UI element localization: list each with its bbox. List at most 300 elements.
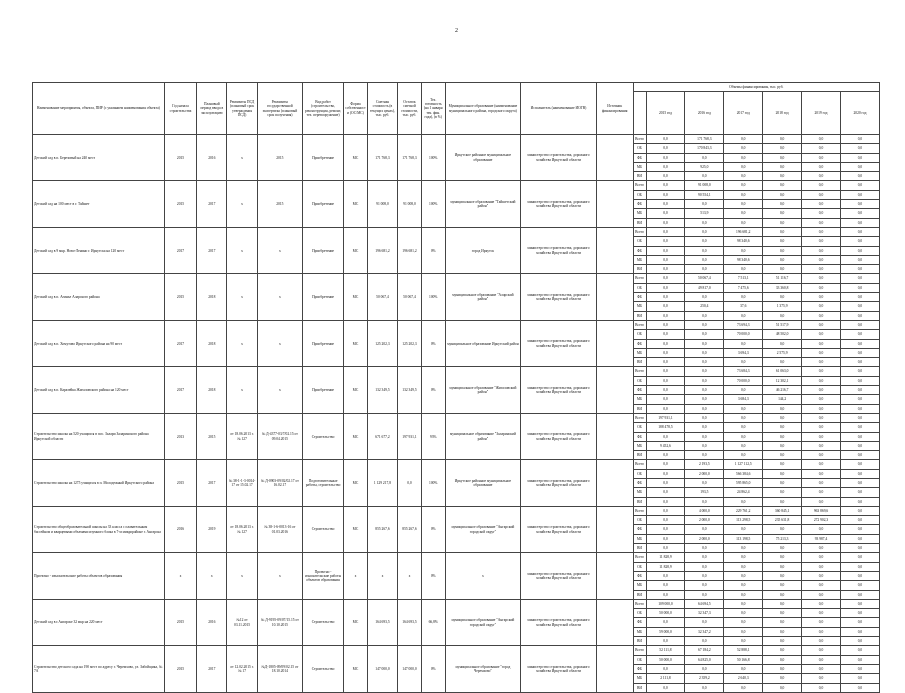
- cell-amount: 73 694,3: [724, 320, 763, 329]
- cell-ready: 0%: [421, 646, 445, 692]
- cell-amount: 0,0: [646, 358, 685, 367]
- cell-amount: 0,0: [763, 265, 802, 274]
- cell-amount: 0,0: [724, 590, 763, 599]
- cell-amount: 0,0: [685, 553, 724, 562]
- cell-amount: 0,0: [646, 162, 685, 171]
- cell-mun: муниципальное образование "Жигаловский район": [445, 367, 521, 413]
- cell-amount: 229 761,2: [724, 506, 763, 515]
- cell-amount: 67 184,2: [685, 646, 724, 655]
- cell-source: ВИ: [633, 358, 646, 367]
- cell-amount: 0,0: [802, 674, 841, 683]
- cell-amount: 0,0: [646, 339, 685, 348]
- cell-amount: 0,0: [763, 609, 802, 618]
- cell-source: ОБ: [633, 190, 646, 199]
- cell-amount: 0,0: [802, 646, 841, 655]
- cell-amount: 32 347,2: [685, 627, 724, 636]
- cell-amount: 64 825,0: [685, 655, 724, 664]
- cell-expert: х: [257, 274, 302, 320]
- cell-amount: 0,0: [724, 432, 763, 441]
- cell-amount: 0,0: [840, 413, 879, 422]
- cell-amount: 0,0: [840, 674, 879, 683]
- cell-amount: 0,0: [840, 255, 879, 264]
- cell-amount: 0,0: [763, 497, 802, 506]
- cell-amount: 0,0: [802, 404, 841, 413]
- cell-amount: 0,0: [646, 367, 685, 376]
- cell-amount: 0,0: [802, 172, 841, 181]
- cell-amount: 0,0: [646, 209, 685, 218]
- table-row: [33, 367, 880, 376]
- cell-amount: 0,0: [802, 144, 841, 153]
- cell-amount: 0,0: [763, 469, 802, 478]
- cell-expert: х: [257, 320, 302, 366]
- cell-source: Всего: [633, 367, 646, 376]
- cell-exec: министерство строительства, дорожного хозяйства Иркутской области: [521, 320, 597, 366]
- cell-source: МБ: [633, 674, 646, 683]
- cell-amount: 37,6: [724, 302, 763, 311]
- cell-entry: 2018: [197, 274, 227, 320]
- cell-amount: 0,0: [763, 209, 802, 218]
- cell-ready: 0%: [421, 367, 445, 413]
- cell-amount: 0,0: [802, 655, 841, 664]
- cell-amount: 0,0: [802, 488, 841, 497]
- cell-amount: 0,0: [763, 200, 802, 209]
- cell-amount: 0,0: [685, 376, 724, 385]
- cell-name: Строительство общеобразовательной школы на 33 класса с плавательным бассейном и кварцевыми объемами изумного блока в 7-м микрорайоне г. Ангарска: [33, 506, 165, 552]
- cell-source: Всего: [633, 320, 646, 329]
- cell-amount: 0,0: [685, 172, 724, 181]
- cell-mun: город Иркутск: [445, 227, 521, 273]
- cell-amount: 0,0: [646, 544, 685, 553]
- cell-source: ОБ: [633, 376, 646, 385]
- cell-amount: 0,0: [685, 423, 724, 432]
- cell-entry: 2019: [197, 506, 227, 552]
- cell-amount: 0,0: [724, 599, 763, 608]
- year-header: 2017 год: [724, 92, 763, 135]
- cell-amount: 0,0: [685, 348, 724, 357]
- cell-amount: 7 513,1: [724, 274, 763, 283]
- cell-amount: 0,0: [646, 311, 685, 320]
- cell-kind: Приобретение: [303, 274, 344, 320]
- cell-source-spacer: [596, 135, 633, 181]
- table-body: [33, 135, 880, 693]
- cell-amount: 0,0: [840, 664, 879, 673]
- cell-amount: 0,0: [840, 544, 879, 553]
- cell-name: Детский сад на 100 мест в г. Тайшет: [33, 181, 165, 227]
- cell-amount: 0,0: [802, 386, 841, 395]
- cell-amount: 0,0: [840, 293, 879, 302]
- cell-source: МБ: [633, 302, 646, 311]
- cell-amount: 0,0: [802, 162, 841, 171]
- cell-amount: 0,0: [763, 190, 802, 199]
- cell-amount: 48 502,0: [763, 330, 802, 339]
- cell-amount: 0,0: [685, 339, 724, 348]
- cell-amount: 0,0: [802, 395, 841, 404]
- cell-amount: 2 000,0: [685, 469, 724, 478]
- cell-psd: от 18.06.2013 г. № 127: [227, 506, 257, 552]
- cell-cost: 171 768,3: [367, 135, 397, 181]
- cell-ready: 66,8%: [421, 599, 445, 645]
- cell-amount: 0,0: [646, 488, 685, 497]
- year-header: 2020 год: [840, 92, 879, 135]
- cell-amount: 0,0: [802, 302, 841, 311]
- cell-amount: 0,0: [724, 181, 763, 190]
- col-header: Исполнитель (наименование ИОГВ): [521, 83, 597, 135]
- cell-source: ФБ: [633, 478, 646, 487]
- cell-amount: 0,0: [763, 683, 802, 692]
- cell-amount: 963 869,6: [802, 506, 841, 515]
- cell-start: 2015: [164, 135, 196, 181]
- cell-amount: 61 063,0: [763, 367, 802, 376]
- cell-source-spacer: [596, 553, 633, 599]
- cell-amount: 0,0: [724, 172, 763, 181]
- cell-amount: 0,0: [802, 265, 841, 274]
- cell-exec: министерство строительства, дорожного хозяйства Иркутской области: [521, 227, 597, 273]
- cell-kind: Приобретение: [303, 227, 344, 273]
- cell-exec: министерство строительства, дорожного хозяйства Иркутской области: [521, 646, 597, 692]
- cell-amount: 0,0: [802, 181, 841, 190]
- cell-amount: 0,0: [646, 320, 685, 329]
- cell-amount: 0,0: [685, 683, 724, 692]
- cell-amount: 50 067,4: [685, 274, 724, 283]
- cell-source: Всего: [633, 274, 646, 283]
- cell-source: ФБ: [633, 153, 646, 162]
- cell-amount: 0,0: [685, 413, 724, 422]
- cell-amount: 0,0: [646, 376, 685, 385]
- cell-amount: 0,0: [763, 571, 802, 580]
- cell-amount: 0,0: [646, 227, 685, 236]
- cell-amount: 2 193,5: [685, 460, 724, 469]
- cell-amount: 0,0: [685, 432, 724, 441]
- cell-amount: 360 845,1: [763, 506, 802, 515]
- cell-amount: 0,0: [685, 320, 724, 329]
- cell-amount: 0,0: [802, 376, 841, 385]
- cell-amount: 0,0: [840, 637, 879, 646]
- cell-amount: 0,0: [840, 451, 879, 460]
- cell-ready: 0%: [421, 506, 445, 552]
- cell-amount: 0,0: [646, 200, 685, 209]
- cell-source: ВИ: [633, 265, 646, 274]
- cell-source: ВИ: [633, 218, 646, 227]
- cell-source-spacer: [596, 646, 633, 692]
- cell-amount: 0,0: [724, 339, 763, 348]
- cell-amount: 0,0: [685, 358, 724, 367]
- cell-amount: 0,0: [763, 432, 802, 441]
- table-row: [33, 413, 880, 422]
- cell-own: МС: [344, 227, 368, 273]
- cell-entry: 2016: [197, 135, 227, 181]
- cell-start: 2017: [164, 367, 196, 413]
- cell-source: ОБ: [633, 237, 646, 246]
- cell-amount: 0,0: [802, 339, 841, 348]
- cell-amount: 0,0: [763, 144, 802, 153]
- cell-amount: 0,0: [840, 404, 879, 413]
- cell-amount: 0,0: [724, 423, 763, 432]
- cell-amount: 0,0: [802, 246, 841, 255]
- cell-amount: 0,0: [802, 255, 841, 264]
- cell-amount: 0,0: [685, 497, 724, 506]
- cell-amount: 0,0: [724, 581, 763, 590]
- cell-amount: 0,0: [802, 497, 841, 506]
- cell-amount: 0,0: [802, 664, 841, 673]
- cell-amount: 0,0: [685, 330, 724, 339]
- cell-expert: № Д-9195-09/07/15.15 от 10.10.2015: [257, 599, 302, 645]
- cell-amount: 49 817,0: [685, 283, 724, 292]
- cell-amount: 51 116,7: [763, 274, 802, 283]
- cell-amount: 32 347,3: [685, 609, 724, 618]
- cell-amount: 566 384,6: [724, 469, 763, 478]
- cell-amount: 0,0: [763, 525, 802, 534]
- cell-amount: 0,0: [685, 581, 724, 590]
- cell-source: ФБ: [633, 525, 646, 534]
- cell-source: Всего: [633, 135, 646, 144]
- cell-ready: 100%: [421, 460, 445, 506]
- cell-source: Всего: [633, 413, 646, 422]
- cell-psd: от 12.02.2015 г. № 17: [227, 646, 257, 692]
- cell-amount: 0,0: [802, 562, 841, 571]
- cell-amount: 0,0: [724, 627, 763, 636]
- cell-rest: 132 349,5: [398, 367, 422, 413]
- col-header: Источник финансирования: [596, 83, 633, 135]
- cell-amount: 0,0: [646, 432, 685, 441]
- cell-source-spacer: [596, 181, 633, 227]
- cell-amount: 0,0: [685, 293, 724, 302]
- cell-amount: 0,0: [802, 637, 841, 646]
- cell-rest: 91 008,0: [398, 181, 422, 227]
- cell-amount: 0,0: [724, 293, 763, 302]
- cell-amount: 91 008,0: [685, 181, 724, 190]
- cell-amount: 0,0: [724, 135, 763, 144]
- cell-amount: 0,0: [763, 553, 802, 562]
- cell-amount: 0,0: [840, 618, 879, 627]
- cell-mun: муниципальное образование "Ангарский городской округ": [445, 599, 521, 645]
- page-number: 2: [455, 28, 458, 34]
- cell-amount: 2 359,2: [685, 674, 724, 683]
- cell-expert: 2015: [257, 135, 302, 181]
- cell-source: Всего: [633, 506, 646, 515]
- cell-own: МС: [344, 367, 368, 413]
- cell-amount: 0,0: [646, 246, 685, 255]
- cell-amount: 0,0: [646, 581, 685, 590]
- cell-source: ВИ: [633, 311, 646, 320]
- cell-ready: 100%: [421, 135, 445, 181]
- cell-amount: 0,0: [802, 283, 841, 292]
- cell-amount: 0,0: [840, 460, 879, 469]
- table-row: [33, 274, 880, 283]
- cell-exec: министерство строительства, дорожного хозяйства Иркутской области: [521, 181, 597, 227]
- cell-amount: 0,0: [685, 218, 724, 227]
- cell-amount: 0,0: [724, 562, 763, 571]
- cell-amount: 0,0: [763, 255, 802, 264]
- cell-mun: муниципальное образование Иркутский район: [445, 320, 521, 366]
- cell-psd: х: [227, 320, 257, 366]
- cell-own: МС: [344, 599, 368, 645]
- col-header: Вид работ (строительство, реконструкция, ремонт, тех. перевооружение): [303, 83, 344, 135]
- cell-amount: 0,0: [840, 209, 879, 218]
- cell-amount: 513,9: [685, 209, 724, 218]
- cell-amount: 0,0: [840, 144, 879, 153]
- cell-amount: 0,0: [724, 571, 763, 580]
- cell-amount: 0,0: [763, 488, 802, 497]
- cell-amount: 2 640,3: [724, 674, 763, 683]
- cell-amount: 0,0: [840, 553, 879, 562]
- cell-source: ФБ: [633, 339, 646, 348]
- cell-amount: 0,0: [646, 516, 685, 525]
- cell-amount: 0,0: [802, 358, 841, 367]
- cell-entry: 2017: [197, 460, 227, 506]
- cell-exec: министерство строительства, дорожного хозяйства Иркутской области: [521, 135, 597, 181]
- table-row: [33, 553, 880, 562]
- cell-cost: 855 267,6: [367, 506, 397, 552]
- cell-amount: 0,0: [840, 386, 879, 395]
- cell-source: МБ: [633, 488, 646, 497]
- cell-amount: 171 768,3: [685, 135, 724, 144]
- cell-kind: Приобретение: [303, 135, 344, 181]
- cell-amount: 0,0: [763, 227, 802, 236]
- cell-ready: 0%: [421, 320, 445, 366]
- col-header: Плановый период ввода в эксплуатацию: [197, 83, 227, 135]
- cell-source: ВИ: [633, 683, 646, 692]
- cell-amount: 0,0: [763, 441, 802, 450]
- cell-source: ФБ: [633, 293, 646, 302]
- col-header: Сметная стоимость (в текущих ценах), тыс. руб.: [367, 83, 397, 135]
- cell-amount: 0,0: [685, 562, 724, 571]
- table-row: [33, 460, 880, 469]
- cell-name: Строительство детского сада на 190 мест по адресу г. Черемхово, ул. Забойщика, № 7А: [33, 646, 165, 692]
- cell-cost: 91 008,0: [367, 181, 397, 227]
- cell-psd: х: [227, 227, 257, 273]
- col-header: [633, 92, 646, 135]
- cell-amount: 0,0: [646, 386, 685, 395]
- cell-own: МС: [344, 413, 368, 459]
- cell-amount: 0,0: [646, 497, 685, 506]
- cell-amount: 0,0: [763, 674, 802, 683]
- cell-source: ВИ: [633, 451, 646, 460]
- cell-rest: х: [398, 553, 422, 599]
- cell-entry: 2017: [197, 646, 227, 692]
- table-row: [33, 506, 880, 515]
- year-header: 2015 год: [646, 92, 685, 135]
- cell-amount: 0,0: [840, 348, 879, 357]
- cell-amount: 0,0: [840, 609, 879, 618]
- cell-rest: 164 693,5: [398, 599, 422, 645]
- cell-cost: 147 000,0: [367, 646, 397, 692]
- cell-amount: 0,0: [724, 441, 763, 450]
- cell-amount: 0,0: [802, 348, 841, 357]
- cell-amount: 109 000,0: [646, 599, 685, 608]
- cell-amount: 0,0: [763, 637, 802, 646]
- cell-name: Строительство школы на 520 учащихся в пос. Залари Заларинского района Иркутской области: [33, 413, 165, 459]
- cell-amount: 197 931,1: [646, 413, 685, 422]
- cell-amount: 0,0: [763, 237, 802, 246]
- cell-amount: 3 694,3: [724, 348, 763, 357]
- cell-amount: 0,0: [685, 237, 724, 246]
- cell-source: ВИ: [633, 497, 646, 506]
- cell-amount: 0,0: [802, 209, 841, 218]
- cell-amount: 50 000,0: [646, 609, 685, 618]
- cell-amount: 4 000,0: [685, 506, 724, 515]
- cell-amount: 0,0: [646, 293, 685, 302]
- cell-amount: 0,0: [646, 404, 685, 413]
- cell-source: Всего: [633, 646, 646, 655]
- cell-ready: 0%: [421, 553, 445, 599]
- cell-entry: 2016: [197, 599, 227, 645]
- cell-source: Всего: [633, 599, 646, 608]
- cell-kind: Строительство: [303, 413, 344, 459]
- cell-start: 2013: [164, 413, 196, 459]
- cell-amount: 0,0: [802, 441, 841, 450]
- cell-amount: 0,0: [763, 544, 802, 553]
- cell-amount: 0,0: [724, 358, 763, 367]
- cell-amount: 0,0: [724, 162, 763, 171]
- table-row: [33, 320, 880, 329]
- cell-amount: 0,0: [724, 200, 763, 209]
- cell-amount: 0,0: [802, 153, 841, 162]
- cell-amount: 595 865,0: [724, 478, 763, 487]
- cell-source: ОБ: [633, 283, 646, 292]
- cell-source: ОБ: [633, 330, 646, 339]
- cell-own: МС: [344, 320, 368, 366]
- cell-source: МБ: [633, 162, 646, 171]
- cell-expert: № 38-1-6-0013-16 от 01.03.2016: [257, 506, 302, 552]
- cell-amount: 0,0: [646, 135, 685, 144]
- cell-cost: 671 677,2: [367, 413, 397, 459]
- cell-amount: 0,0: [840, 469, 879, 478]
- cell-amount: 113 198,5: [724, 534, 763, 543]
- cell-amount: 0,0: [646, 664, 685, 673]
- cell-psd: х: [227, 181, 257, 227]
- cell-amount: 0,0: [840, 683, 879, 692]
- cell-amount: 0,0: [646, 144, 685, 153]
- cell-amount: 0,0: [840, 441, 879, 450]
- cell-amount: 0,0: [763, 581, 802, 590]
- cell-amount: 0,0: [802, 478, 841, 487]
- cell-amount: 0,0: [763, 153, 802, 162]
- cell-amount: 33 360,8: [763, 283, 802, 292]
- cell-kind: Строительство: [303, 599, 344, 645]
- cell-amount: 0,0: [685, 265, 724, 274]
- cell-amount: 0,0: [646, 506, 685, 515]
- cell-amount: 0,0: [685, 544, 724, 553]
- cell-amount: 1 127 112,5: [724, 460, 763, 469]
- cell-source: ФБ: [633, 432, 646, 441]
- cell-amount: 0,0: [763, 562, 802, 571]
- cell-exec: министерство строительства, дорожного хозяйства Иркутской области: [521, 274, 597, 320]
- cell-amount: 113 298,5: [724, 516, 763, 525]
- cell-expert: х: [257, 367, 302, 413]
- cell-amount: 0,0: [840, 162, 879, 171]
- cell-amount: 0,0: [685, 478, 724, 487]
- cell-psd: №12 от 03.11.2015: [227, 599, 257, 645]
- cell-amount: 0,0: [685, 246, 724, 255]
- cell-amount: 50 000,0: [646, 655, 685, 664]
- funding-table: [32, 82, 880, 693]
- cell-amount: 0,0: [763, 135, 802, 144]
- table-header: [33, 83, 880, 135]
- cell-amount: 0,0: [802, 581, 841, 590]
- cell-amount: 0,0: [802, 330, 841, 339]
- cell-source: ФБ: [633, 386, 646, 395]
- cell-amount: 0,0: [840, 218, 879, 227]
- cell-amount: 0,0: [840, 237, 879, 246]
- cell-amount: 0,0: [685, 227, 724, 236]
- cell-amount: 0,0: [840, 283, 879, 292]
- cell-amount: 144,2: [763, 395, 802, 404]
- cell-rest: 125 202,3: [398, 320, 422, 366]
- cell-amount: 0,0: [724, 144, 763, 153]
- cell-source: ФБ: [633, 664, 646, 673]
- cell-amount: 0,0: [840, 432, 879, 441]
- cell-source: ОБ: [633, 516, 646, 525]
